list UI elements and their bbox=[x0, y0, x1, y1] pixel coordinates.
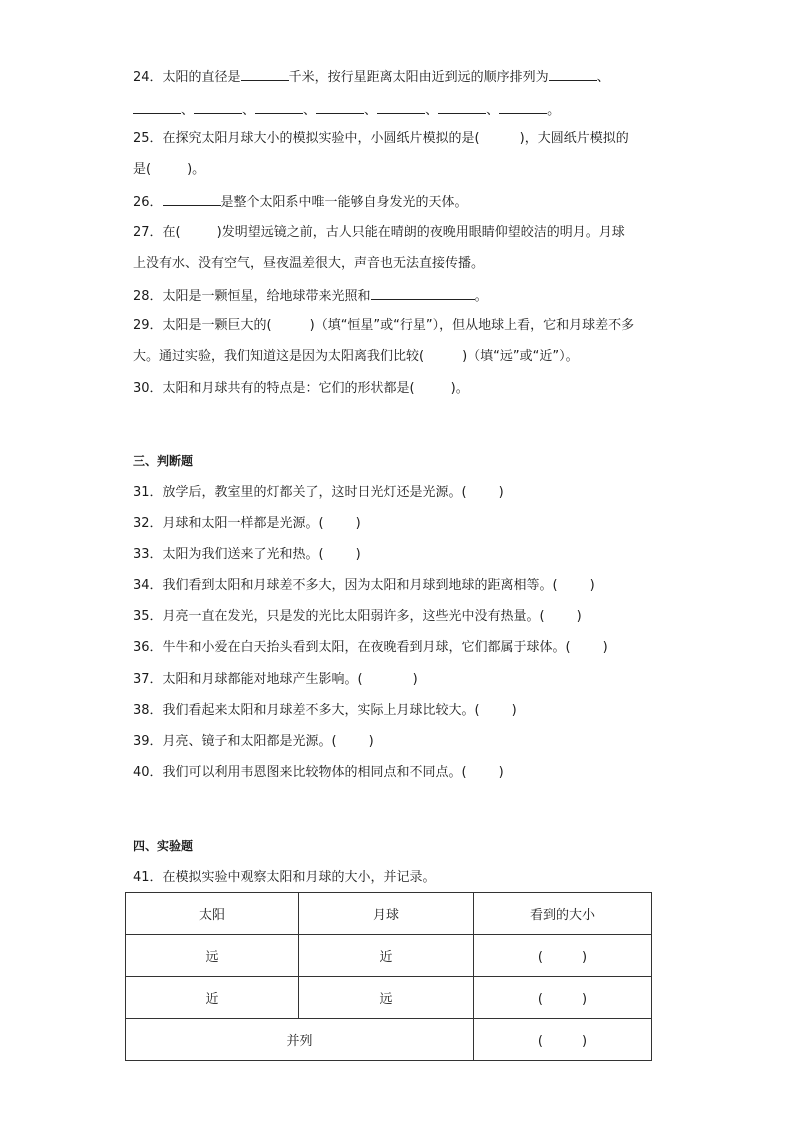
question-29-line-2: 大。通过实验，我们知道这是因为太阳离我们比较( )（填“远”或“近”）。 bbox=[133, 349, 579, 364]
table-header-row bbox=[126, 893, 652, 935]
question-24-line-2: 、 、 、 、 、 、 。 bbox=[133, 101, 560, 119]
question-40: 40．我们可以利用韦恩图来比较物体的相同点和不同点。( ) bbox=[133, 765, 504, 780]
answer-blank[interactable] bbox=[163, 193, 221, 206]
table-row bbox=[126, 935, 652, 977]
question-27-line-2: 上没有水、没有空气，昼夜温差很大，声音也无法直接传播。 bbox=[133, 256, 485, 271]
question-32: 32．月球和太阳一样都是光源。( ) bbox=[133, 516, 361, 531]
answer-blank[interactable] bbox=[499, 101, 547, 114]
answer-blank[interactable] bbox=[316, 101, 364, 114]
question-41: 41．在模拟实验中观察太阳和月球的大小，并记录。 bbox=[133, 870, 436, 885]
question-26: 26． 是整个太阳系中唯一能够自身发光的天体。 bbox=[133, 195, 468, 210]
section-heading-experiment: 四、实验题 bbox=[133, 839, 194, 853]
question-25-line-2: 是( )。 bbox=[133, 162, 206, 177]
question-33: 33．太阳为我们送来了光和热。( ) bbox=[133, 547, 361, 562]
answer-blank[interactable] bbox=[241, 68, 289, 81]
answer-blank[interactable] bbox=[194, 101, 242, 114]
question-35: 35．月亮一直在发光，只是发的光比太阳弱许多，这些光中没有热量。( ) bbox=[133, 609, 582, 624]
cell-sun: 近 bbox=[126, 977, 299, 1019]
cell-side-by-side: 并列 bbox=[126, 1019, 474, 1061]
question-37: 37．太阳和月球都能对地球产生影响。( ) bbox=[133, 672, 418, 687]
header-moon: 月球 bbox=[299, 893, 474, 935]
question-36: 36．牛牛和小爱在白天抬头看到太阳，在夜晚看到月球，它们都属于球体。( ) bbox=[133, 640, 608, 655]
table-row bbox=[126, 977, 652, 1019]
question-27-line-1: 27．在( )发明望远镜之前，古人只能在晴朗的夜晚用眼睛仰望皎洁的明月。月球 bbox=[133, 225, 625, 240]
answer-blank[interactable] bbox=[377, 101, 425, 114]
answer-blank[interactable] bbox=[371, 287, 475, 300]
answer-blank[interactable] bbox=[549, 68, 597, 81]
cell-moon: 远 bbox=[299, 977, 474, 1019]
question-39: 39．月亮、镜子和太阳都是光源。( ) bbox=[133, 734, 374, 749]
question-28: 28．太阳是一颗恒星，给地球带来光照和 。 bbox=[133, 289, 488, 304]
question-25-line-1: 25．在探究太阳月球大小的模拟实验中，小圆纸片模拟的是( )，大圆纸片模拟的 bbox=[133, 131, 629, 146]
answer-blank[interactable] bbox=[438, 101, 486, 114]
section-heading-true-false: 三、判断题 bbox=[133, 454, 194, 468]
cell-size-answer[interactable]: ( ) bbox=[474, 977, 652, 1019]
question-29-line-1: 29．太阳是一颗巨大的( )（填“恒星”或“行星”），但从地球上看，它和月球差不多 bbox=[133, 318, 635, 333]
observation-table bbox=[125, 892, 652, 1061]
cell-moon: 近 bbox=[299, 935, 474, 977]
cell-sun: 远 bbox=[126, 935, 299, 977]
answer-blank[interactable] bbox=[133, 101, 181, 114]
cell-size-answer[interactable]: ( ) bbox=[474, 1019, 652, 1061]
question-24-line-1: 24．太阳的直径是 千米，按行星距离太阳由近到远的顺序排列为 、 bbox=[133, 70, 610, 85]
header-observed-size: 看到的大小 bbox=[474, 893, 652, 935]
question-38: 38．我们看起来太阳和月球差不多大，实际上月球比较大。( ) bbox=[133, 703, 517, 718]
cell-size-answer[interactable]: ( ) bbox=[474, 935, 652, 977]
question-34: 34．我们看到太阳和月球差不多大，因为太阳和月球到地球的距离相等。( ) bbox=[133, 578, 595, 593]
question-31: 31．放学后，教室里的灯都关了，这时日光灯还是光源。( ) bbox=[133, 485, 504, 500]
answer-blank[interactable] bbox=[255, 101, 303, 114]
header-sun: 太阳 bbox=[126, 893, 299, 935]
table-row bbox=[126, 1019, 652, 1061]
question-30: 30．太阳和月球共有的特点是：它们的形状都是( )。 bbox=[133, 381, 469, 396]
